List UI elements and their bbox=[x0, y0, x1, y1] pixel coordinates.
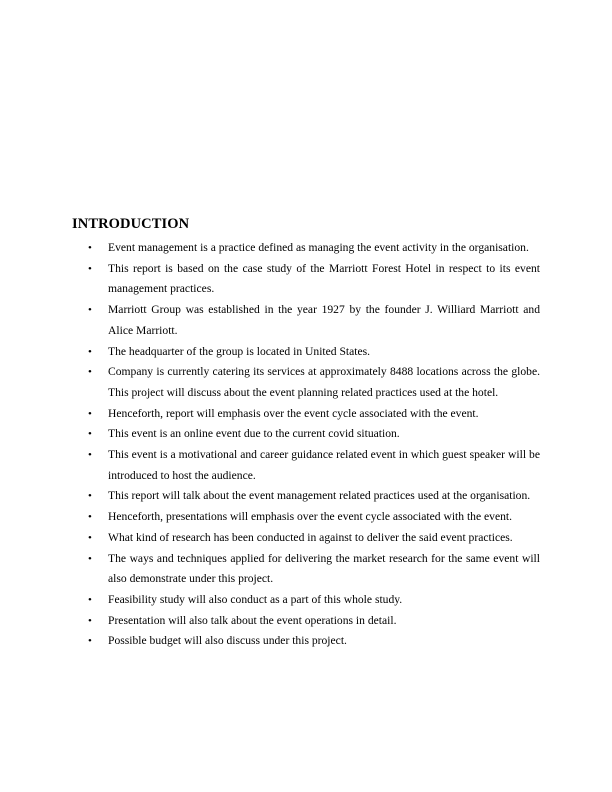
bullet-icon: • bbox=[88, 511, 92, 524]
bullet-item bbox=[72, 549, 540, 590]
bullet-icon: • bbox=[88, 242, 92, 254]
bullet-text: The ways and techniques applied for delivering the market research for the same event will also demonstrate under this project. bbox=[108, 551, 540, 586]
bullet-item bbox=[72, 404, 540, 425]
bullet-text: Marriott Group was established in the year 1927 by the founder J. Williard Marriott and Alice Marriott. bbox=[108, 303, 540, 337]
bullet-item bbox=[72, 507, 540, 528]
bullet-text: This report is based on the case study of the Marriott Forest Hotel in respect to its event management practices. bbox=[108, 261, 540, 296]
bullet-text: Henceforth, presentations will emphasis over the event cycle associated with the event. bbox=[108, 510, 513, 524]
bullet-item bbox=[72, 300, 540, 341]
bullet-icon: • bbox=[88, 407, 92, 420]
bullet-icon: • bbox=[88, 635, 92, 648]
bullet-text: Feasibility study will also conduct as a part of this whole study. bbox=[108, 592, 403, 606]
bullet-icon: • bbox=[88, 262, 92, 275]
bullet-icon: • bbox=[88, 345, 92, 358]
bullet-text: Presentation will also talk about the event operations in detail. bbox=[108, 613, 397, 627]
bullet-text: This event is a motivational and career guidance related event in which guest speaker will be introduced to host the audience. bbox=[108, 448, 540, 482]
bullet-text: Event management is a practice defined as managing the event activity in the organisation. bbox=[108, 241, 529, 254]
bullet-text: Possible budget will also discuss under this project. bbox=[108, 634, 347, 648]
bullet-icon: • bbox=[88, 428, 92, 441]
bullet-icon: • bbox=[88, 304, 92, 317]
bullet-item bbox=[72, 259, 540, 300]
bullet-list bbox=[72, 238, 540, 652]
bullet-icon: • bbox=[88, 552, 92, 565]
bullet-icon: • bbox=[88, 366, 92, 379]
bullet-item bbox=[72, 631, 540, 652]
bullet-text: This event is an online event due to the current covid situation. bbox=[108, 427, 400, 441]
bullet-icon: • bbox=[88, 593, 92, 606]
bullet-item bbox=[72, 362, 540, 403]
bullet-item bbox=[72, 445, 540, 486]
bullet-item bbox=[72, 528, 540, 549]
bullet-icon: • bbox=[88, 614, 92, 627]
bullet-icon: • bbox=[88, 449, 92, 462]
bullet-text: Company is currently catering its services at approximately 8488 locations across the globe. This project will discuss about the event planning related practices used at the hotel. bbox=[108, 365, 540, 399]
bullet-text: Henceforth, report will emphasis over the event cycle associated with the event. bbox=[108, 406, 479, 420]
bullet-item bbox=[72, 486, 540, 507]
section-heading: INTRODUCTION bbox=[72, 216, 190, 232]
bullet-item bbox=[72, 238, 540, 259]
bullet-icon: • bbox=[88, 490, 92, 503]
bullet-text: This report will talk about the event management related practices used at the organisation. bbox=[108, 489, 531, 503]
bullet-item bbox=[72, 611, 540, 632]
bullet-text: The headquarter of the group is located in United States. bbox=[108, 344, 371, 358]
bullet-item bbox=[72, 342, 540, 363]
bullet-icon: • bbox=[88, 531, 92, 544]
bullet-item bbox=[72, 590, 540, 611]
bullet-text: What kind of research has been conducted in against to deliver the said event practices. bbox=[108, 530, 513, 544]
bullet-item bbox=[72, 424, 540, 445]
